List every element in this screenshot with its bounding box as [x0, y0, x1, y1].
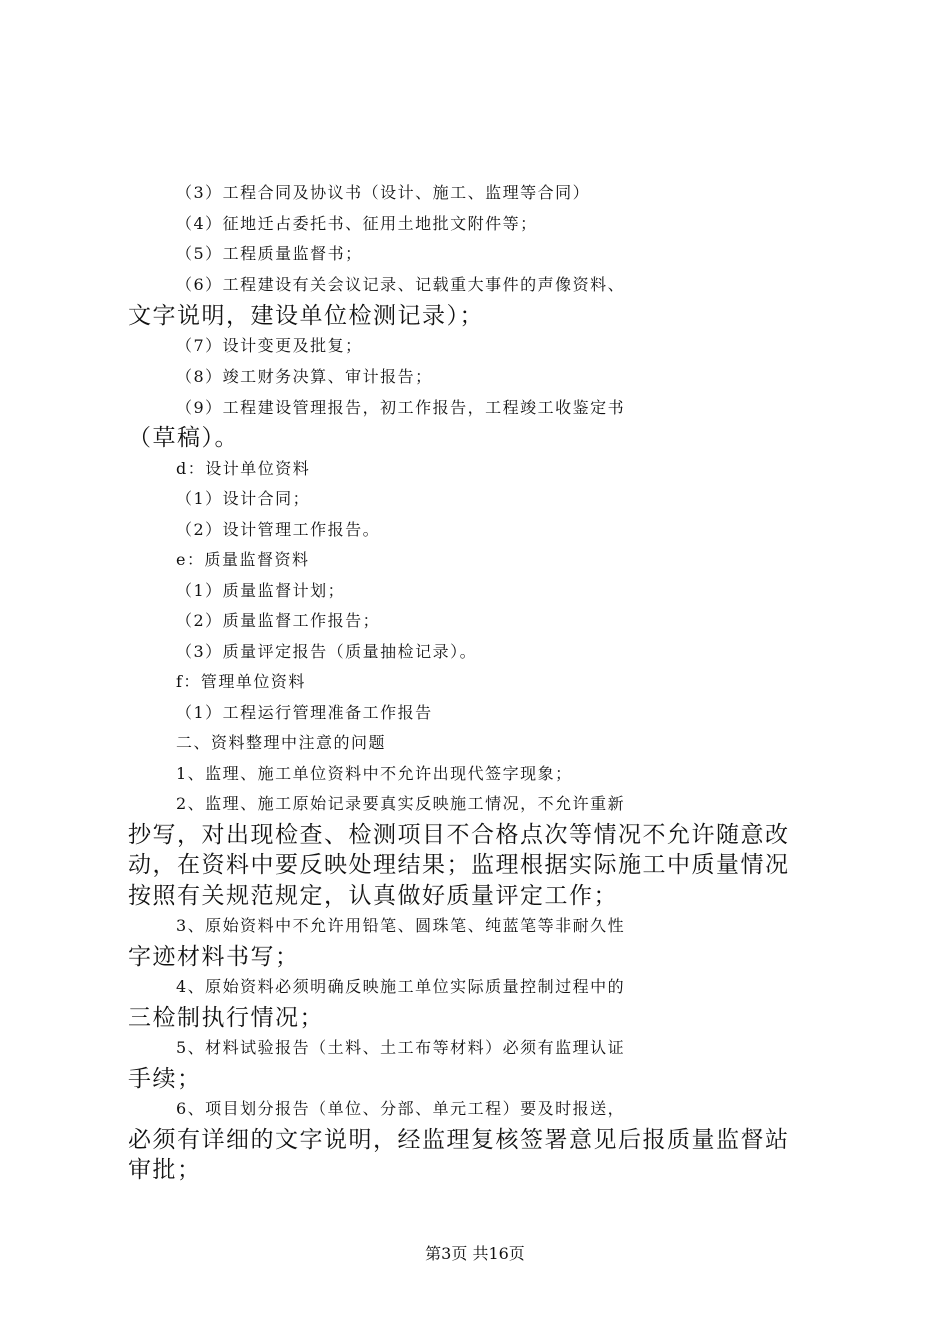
text-line: （2）质量监督工作报告；: [176, 611, 381, 630]
text-line: 2、监理、施工原始记录要真实反映施工情况，不允许重新: [176, 794, 626, 813]
section-heading-2: 二、资料整理中注意的问题: [176, 733, 387, 752]
text-line: 6、项目划分报告（单位、分部、单元工程）要及时报送，: [176, 1099, 626, 1118]
text-line: （8）竣工财务决算、审计报告；: [176, 367, 433, 386]
text-line: 4、原始资料必须明确反映施工单位实际质量控制过程中的: [176, 977, 626, 996]
section-heading-e: e：质量监督资料: [176, 550, 310, 569]
section-heading-f: f：管理单位资料: [176, 672, 306, 691]
text-line: （3）质量评定报告（质量抽检记录）。: [176, 642, 478, 661]
text-line: （5）工程质量监督书；: [176, 244, 363, 263]
text-line: 审批；: [128, 1157, 202, 1183]
text-line: 3、原始资料中不允许用铅笔、圆珠笔、纯蓝笔等非耐久性: [176, 916, 626, 935]
text-line: （草稿）。: [128, 425, 239, 451]
text-line: 字迹材料书写；: [128, 944, 300, 970]
text-line: （2）设计管理工作报告。: [176, 520, 381, 539]
text-line: 按照有关规范规定，认真做好质量评定工作；: [128, 883, 618, 909]
text-line: 三检制执行情况；: [128, 1005, 324, 1031]
text-line: 5、材料试验报告（土料、土工布等材料）必须有监理认证: [176, 1038, 626, 1057]
text-line: 动，在资料中要反映处理结果；监理根据实际施工中质量情况: [128, 852, 790, 878]
text-line: （1）工程运行管理准备工作报告: [176, 703, 433, 722]
text-line: （6）工程建设有关会议记录、记载重大事件的声像资料、: [176, 275, 626, 294]
text-line: （1）设计合同；: [176, 489, 311, 508]
text-line: （4）征地迁占委托书、征用土地批文附件等；: [176, 214, 538, 233]
text-line: 必须有详细的文字说明，经监理复核签署意见后报质量监督站: [128, 1127, 790, 1153]
text-line: （1）质量监督计划；: [176, 581, 346, 600]
text-line: 手续；: [128, 1066, 202, 1092]
text-line: （9）工程建设管理报告，初工作报告，工程竣工收鉴定书: [176, 398, 626, 417]
text-line: 1、监理、施工单位资料中不允许出现代签字现象；: [176, 764, 573, 783]
text-line: 文字说明，建设单位检测记录）；: [128, 303, 484, 329]
text-line: 抄写，对出现检查、检测项目不合格点次等情况不允许随意改: [128, 822, 790, 848]
section-heading-d: d：设计单位资料: [176, 459, 311, 478]
text-line: （3）工程合同及协议书（设计、施工、监理等合同）: [176, 183, 591, 202]
text-line: （7）设计变更及批复；: [176, 336, 363, 355]
page-number-footer: 第3页 共16页: [425, 1244, 525, 1263]
